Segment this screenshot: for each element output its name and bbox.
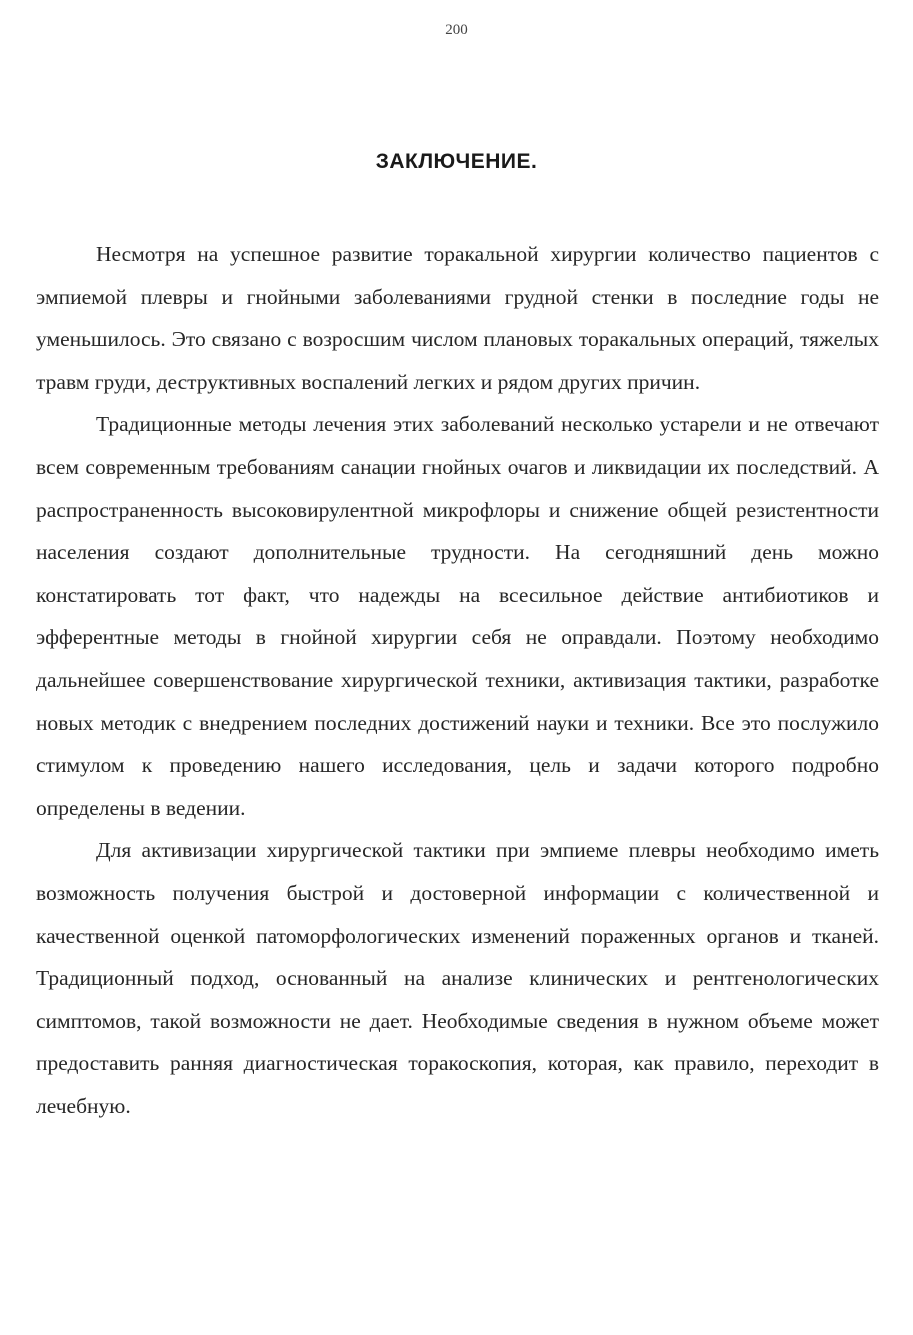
page-number: 200 [445,22,468,38]
page-title: ЗАКЛЮЧЕНИЕ. [375,150,538,173]
paragraph-3: Для активизации хирургической тактики при эмпиеме плевры необходимо иметь возможность получения быстрой и достоверной информации с количественной и качественной оценкой патоморфологических изменений пораженных органов и тканей. Традиционный подход, основанный на анализе клинических и рентгенологических симптомов, такой возможности не дает. Необходимые сведения в нужном объеме может предоставить ранняя диагностическая торакоскопия, которая, как правило, переходит в лечебную. [36,838,879,1118]
paragraph-2: Традиционные методы лечения этих заболеваний несколько устарели и не отвечают всем современным требованиям санации гнойных очагов и ликвидации их последствий. А распространенность высоковирулентной микрофлоры и снижение общей резистентности населения создают дополнительные трудности. На сегодняшний день можно констатировать тот факт, что надежды на всесильное действие антибиотиков и эфферентные методы в гнойной хирургии себя не оправдали. Поэтому необходимо дальнейшее совершенствование хирургической техники, активизация тактики, разработке новых методик с внедрением последних достижений науки и техники. Все это послужило стимулом к проведению нашего исследования, цель и задачи которого подробно определены в ведении. [36,412,879,820]
paragraph-1: Несмотря на успешное развитие торакальной хирургии количество пациентов с эмпиемой плевры и гнойными заболеваниями грудной стенки в последние годы не уменьшилось. Это связано с возросшим числом плановых торакальных операций, тяжелых травм груди, деструктивных воспалений легких и рядом других причин. [36,242,879,394]
body-text [36,233,879,1127]
